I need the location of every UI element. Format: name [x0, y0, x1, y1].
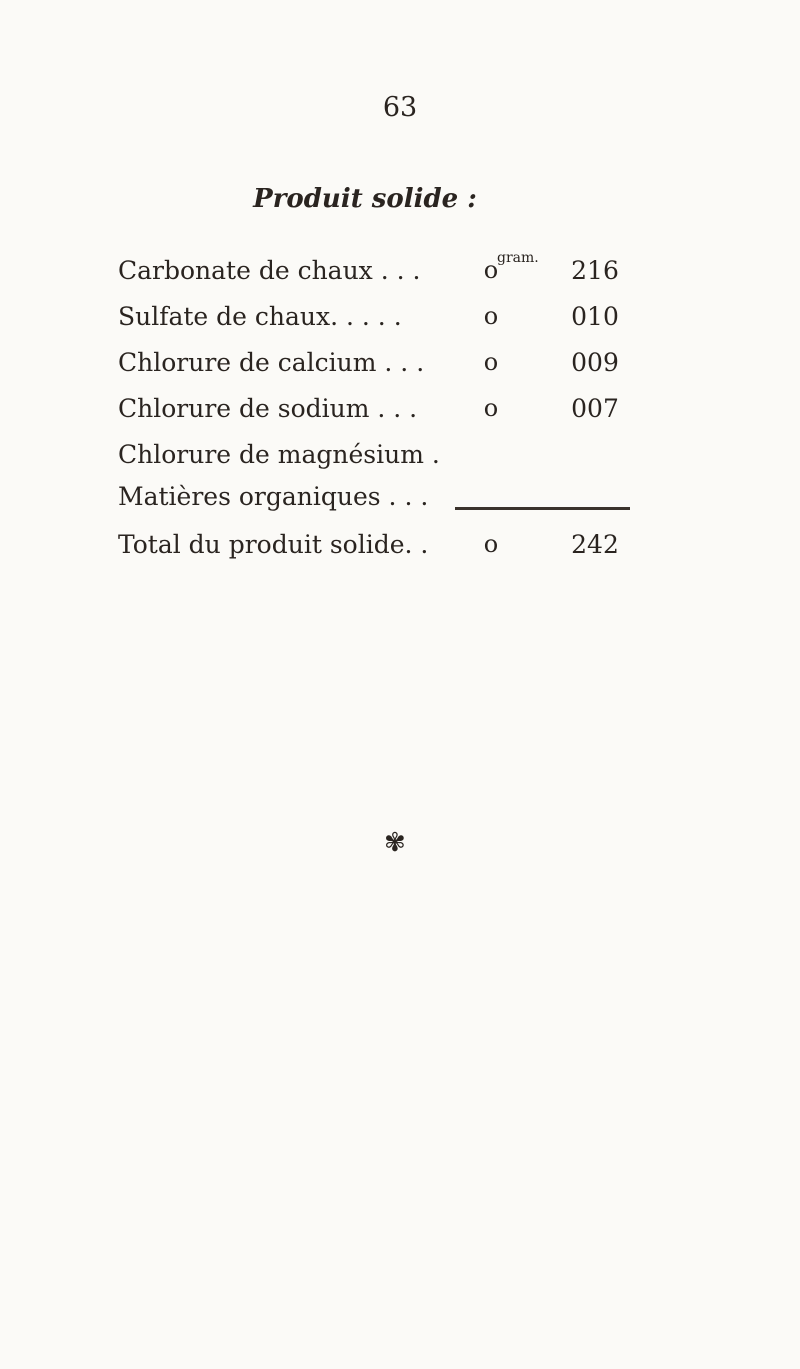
unit-label: gram. — [497, 250, 539, 266]
row-label: Chlorure de sodium . . . — [118, 394, 418, 423]
total-row — [0, 530, 800, 576]
row-label: Chlorure de magnésium . — [118, 440, 440, 469]
row-integer: o — [483, 394, 499, 422]
row-label: Matières organiques . . . — [118, 482, 429, 511]
table-row — [0, 302, 800, 348]
row-decimal: 010 — [571, 302, 619, 331]
table-row — [0, 250, 800, 302]
table-row — [0, 394, 800, 440]
row-integer: o — [483, 256, 499, 284]
table-row — [0, 348, 800, 394]
section-title: Produit solide : — [253, 184, 477, 214]
row-integer: o — [483, 302, 499, 330]
total-decimal: 242 — [571, 530, 619, 559]
table-row — [0, 482, 800, 528]
total-rule — [455, 507, 630, 510]
row-label: Sulfate de chaux. . . . . — [118, 302, 402, 331]
row-label: Carbonate de chaux . . . — [118, 256, 421, 285]
total-label: Total du produit solide. . — [118, 530, 429, 559]
row-decimal: 009 — [571, 348, 619, 377]
row-label: Chlorure de calcium . . . — [118, 348, 425, 377]
table-row — [0, 440, 800, 486]
row-decimal: 007 — [571, 394, 619, 423]
total-integer: o — [483, 530, 499, 558]
ornament-icon: ✾ — [384, 828, 406, 858]
row-decimal: 216 — [571, 256, 619, 285]
row-integer: o — [483, 348, 499, 376]
page-number: 63 — [382, 92, 418, 123]
